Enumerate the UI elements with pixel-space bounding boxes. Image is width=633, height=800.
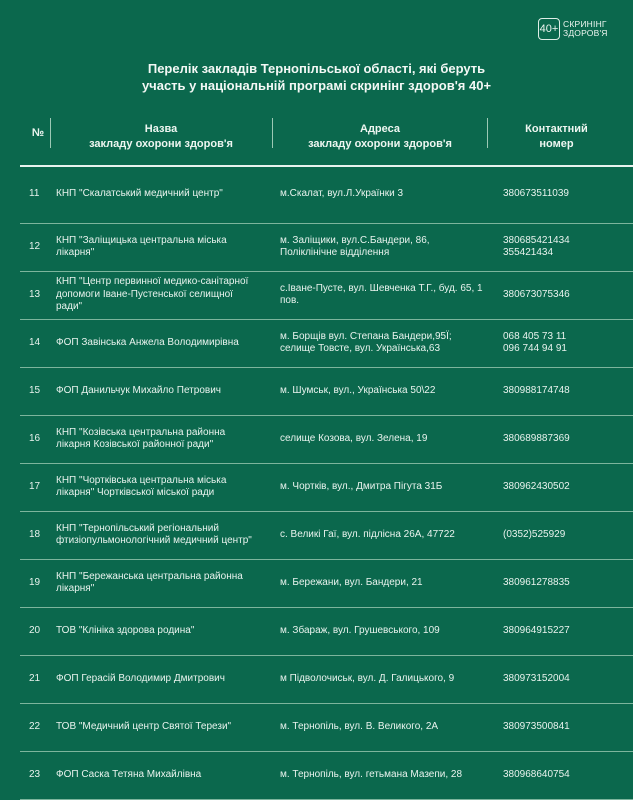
row-number-text: 14	[29, 336, 41, 348]
row-number-text: 17	[29, 480, 41, 492]
table-row	[0, 320, 633, 368]
facility-address	[280, 704, 485, 750]
facility-name	[56, 512, 261, 558]
contact-phone-text: 380973500841	[503, 720, 570, 732]
logo-text-line2: ЗДОРОВ'Я	[563, 28, 608, 38]
header-address	[274, 118, 486, 156]
facility-address	[280, 272, 485, 318]
logo-text-line1: СКРИНІНГ	[563, 19, 607, 29]
contact-phone	[503, 167, 628, 222]
facility-name-text: КНП "Чортківська центральна міська лікарня" Чортківської міської ради	[56, 474, 227, 498]
header-phone-line2: номер	[539, 138, 574, 150]
table-row	[0, 752, 633, 800]
row-number	[29, 704, 49, 750]
header-phone	[489, 118, 624, 156]
facility-address-text: м. Борщів вул. Степана Бандери,95Ї; селище Товсте, вул. Українська,63	[280, 330, 452, 354]
page-title-line2: участь у національній програмі скринінг здоров'я 40+	[141, 78, 492, 93]
logo-40-plus-badge: 40+	[538, 18, 560, 40]
row-number-text: 15	[29, 384, 41, 396]
contact-phone	[503, 704, 628, 750]
facility-address	[280, 608, 485, 654]
row-number	[29, 224, 49, 270]
table-row	[0, 656, 633, 704]
contact-phone-text: 380961278835	[503, 576, 570, 588]
contact-phone-text: 380689887369	[503, 432, 570, 444]
facility-address	[280, 560, 485, 606]
contact-phone-text: (0352)525929	[503, 528, 566, 540]
table-row	[0, 224, 633, 272]
facility-address	[280, 167, 485, 222]
table-row	[0, 560, 633, 608]
table-row	[0, 167, 633, 224]
table-row	[0, 416, 633, 464]
header-name-line1: Назва	[144, 123, 178, 135]
facility-name-text: ФОП Завінська Анжела Володимирівна	[56, 336, 239, 348]
facility-address-text: м. Заліщики, вул.С.Бандери, 86, Поліклінічне відділення	[280, 234, 430, 258]
facility-name-text: ТОВ "Медичний центр Святої Терези"	[56, 720, 232, 732]
contact-phone-text: 380673075346	[503, 288, 570, 300]
facility-address-text: м Підволочиськ, вул. Д. Галицького, 9	[280, 672, 455, 684]
row-number-text: 19	[29, 576, 41, 588]
row-number	[29, 656, 49, 702]
facility-name-text: КНП "Козівська центральна районна лікарня Козівської районної ради"	[56, 426, 226, 450]
facility-name	[56, 560, 261, 606]
table-row	[0, 512, 633, 560]
header-address-line2: закладу охорони здоров'я	[308, 138, 452, 150]
contact-phone	[503, 320, 628, 366]
table-row	[0, 272, 633, 320]
facility-address-text: м.Скалат, вул.Л.Українки 3	[280, 188, 404, 200]
contact-phone	[503, 512, 628, 558]
facility-name	[56, 320, 261, 366]
facility-address-text: с.Іване-Пусте, вул. Шевченка Т.Г., буд. 65, 1 пов.	[280, 282, 483, 306]
row-number	[29, 368, 49, 414]
header-divider	[272, 118, 273, 148]
facility-name	[56, 167, 261, 222]
header-name-line2: закладу охорони здоров'я	[89, 138, 233, 150]
facility-name-text: ФОП Герасій Володимир Дмитрович	[56, 672, 225, 684]
contact-phone	[503, 608, 628, 654]
contact-phone-text: 380964915227	[503, 624, 570, 636]
contact-phone	[503, 464, 628, 510]
facility-name	[56, 752, 261, 798]
header-name	[52, 118, 270, 156]
row-number	[29, 560, 49, 606]
contact-phone-text: 380988174748	[503, 384, 570, 396]
header-divider	[487, 118, 488, 148]
row-number-text: 21	[29, 672, 41, 684]
facility-address	[280, 368, 485, 414]
contact-phone	[503, 368, 628, 414]
contact-phone-text: 380673511039	[503, 188, 569, 200]
facility-address-text: селище Козова, вул. Зелена, 19	[280, 432, 428, 444]
row-number	[29, 608, 49, 654]
row-number	[29, 464, 49, 510]
facility-name-text: ФОП Саска Тетяна Михайлівна	[56, 768, 202, 780]
facility-address-text: м. Збараж, вул. Грушевського, 109	[280, 624, 440, 636]
contact-phone-text: 380968640754	[503, 768, 570, 780]
row-number	[29, 512, 49, 558]
page-title	[0, 60, 633, 94]
facility-name-text: ФОП Данильчук Михайло Петрович	[56, 384, 221, 396]
facility-address	[280, 656, 485, 702]
facility-name	[56, 704, 261, 750]
facility-address-text: м. Чортків, вул., Дмитра Пігута 31Б	[280, 480, 443, 492]
row-number-text: 11	[29, 188, 40, 200]
row-number-text: 22	[29, 720, 41, 732]
facility-name-text: КНП "Скалатський медичний центр"	[56, 188, 223, 200]
facility-address	[280, 416, 485, 462]
facility-address-text: м. Тернопіль, вул. В. Великого, 2А	[280, 720, 439, 732]
header-address-line1: Адреса	[360, 123, 400, 135]
facility-address-text: с. Великі Гаї, вул. підлісна 26А, 47722	[280, 528, 455, 540]
facility-address	[280, 464, 485, 510]
facility-name	[56, 272, 261, 318]
facility-name	[56, 416, 261, 462]
facility-address-text: м. Шумськ, вул., Українська 50\22	[280, 384, 436, 396]
contact-phone	[503, 416, 628, 462]
row-number-text: 23	[29, 768, 41, 780]
facility-name-text: КНП "Тернопільський регіональний фтизіопульмонологічний медичний центр"	[56, 522, 252, 546]
facility-name-text: КНП "Заліщицька центральна міська лікарня"	[56, 234, 227, 258]
contact-phone	[503, 560, 628, 606]
contact-phone-text: 380962430502	[503, 480, 570, 492]
row-number-text: 18	[29, 528, 41, 540]
row-number-text: 16	[29, 432, 41, 444]
contact-phone	[503, 272, 628, 318]
contact-phone-text: 380973152004	[503, 672, 570, 684]
table-row	[0, 608, 633, 656]
contact-phone	[503, 224, 628, 270]
contact-phone-text: 068 405 73 11 096 744 94 91	[503, 330, 567, 354]
contact-phone-text: 380685421434 355421434	[503, 234, 570, 258]
facility-address-text: м. Тернопіль, вул. гетьмана Мазепи, 28	[280, 768, 463, 780]
row-number	[29, 272, 49, 318]
logo-text	[563, 20, 608, 38]
table-row	[0, 704, 633, 752]
facility-name	[56, 608, 261, 654]
row-number-text: 13	[29, 288, 41, 300]
table-row	[0, 368, 633, 416]
row-number	[29, 752, 49, 798]
facility-name-text: КНП "Центр первинної медико-санітарної допомоги Іване-Пустенської селищної ради"	[56, 276, 249, 313]
facility-name	[56, 224, 261, 270]
page-title-line1: Перелік закладів Тернопільської області, які беруть	[147, 61, 486, 76]
facility-name	[56, 464, 261, 510]
facility-name	[56, 368, 261, 414]
facility-address	[280, 224, 485, 270]
contact-phone	[503, 752, 628, 798]
contact-phone	[503, 656, 628, 702]
logo	[538, 18, 608, 40]
facility-address	[280, 752, 485, 798]
facility-name-text: КНП "Бережанська центральна районна лікарня"	[56, 570, 243, 594]
row-number-text: 12	[29, 240, 41, 252]
row-number	[29, 167, 49, 222]
header-num: №	[31, 126, 45, 139]
row-number-text: 20	[29, 624, 41, 636]
header-phone-line1: Контактний	[525, 123, 588, 135]
row-number	[29, 320, 49, 366]
table-row	[0, 464, 633, 512]
facility-address	[280, 320, 485, 366]
facility-name-text: ТОВ "Клініка здорова родина"	[56, 624, 195, 636]
facility-address	[280, 512, 485, 558]
row-number	[29, 416, 49, 462]
header-divider	[50, 118, 51, 148]
facility-address-text: м. Бережани, вул. Бандери, 21	[280, 576, 423, 588]
facility-name	[56, 656, 261, 702]
